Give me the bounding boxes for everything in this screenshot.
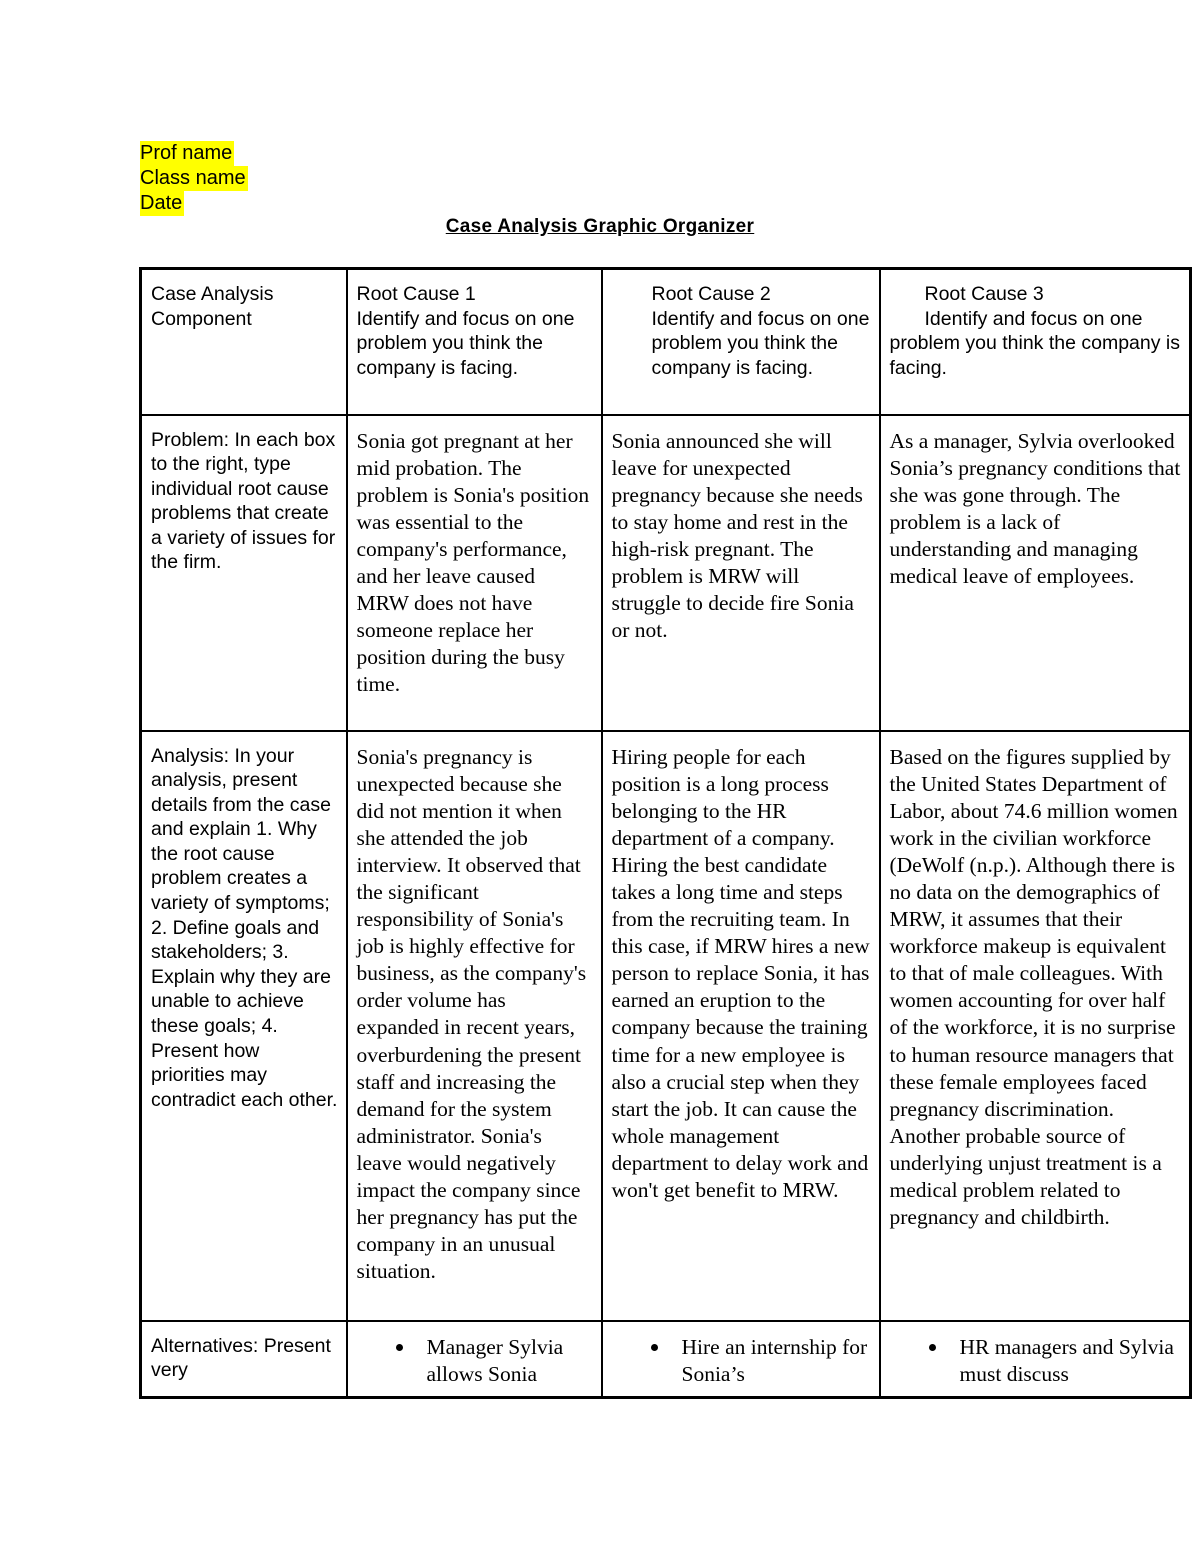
problem-row <box>141 415 1191 731</box>
class-name: Class name <box>140 167 246 189</box>
alternatives-row <box>141 1321 1191 1398</box>
analysis-label-cell <box>141 731 347 1321</box>
problem-root-cause-1: Sonia got pregnant at her mid probation. The problem is Sonia's position was essential to the company's performance, and her leave caused MRW does not have someone replace her position during the busy time. <box>356 428 590 697</box>
alternatives-root-cause-2-cell <box>602 1321 880 1398</box>
alternatives-root-cause-3-cell <box>880 1321 1191 1398</box>
root-cause-3-title: Root Cause 3 <box>924 283 1044 305</box>
alternatives-root-cause-2-list <box>612 1334 871 1388</box>
problem-root-cause-1-cell <box>347 415 602 731</box>
alternatives-root-cause-3-item: HR managers and Sylvia must discuss <box>960 1334 1182 1388</box>
alternatives-root-cause-3-list <box>890 1334 1182 1388</box>
document-header <box>140 141 248 216</box>
alternatives-label-cell <box>141 1321 347 1398</box>
problem-label-cell <box>141 415 347 731</box>
document-title: Case Analysis Graphic Organizer <box>445 216 755 237</box>
prof-name: Prof name <box>140 142 233 164</box>
root-cause-3-description: Identify and focus on one problem you think the company is facing. <box>889 307 1180 379</box>
analysis-row <box>141 731 1191 1321</box>
alternatives-root-cause-2-item: Hire an internship for Sonia’s <box>682 1334 871 1388</box>
root-cause-2-title: Root Cause 2 <box>651 283 771 305</box>
analysis-root-cause-2-cell <box>602 731 880 1321</box>
analysis-root-cause-1-cell <box>347 731 602 1321</box>
component-header: Case Analysis Component <box>151 283 274 330</box>
date: Date <box>140 192 183 214</box>
problem-root-cause-2: Sonia announced she will leave for unexpected pregnancy because she needs to stay home and rest in the high-risk pregnant. The problem is MRW will struggle to decide fire Sonia or not. <box>611 428 863 643</box>
alternatives-root-cause-1-cell <box>347 1321 602 1398</box>
alternatives-root-cause-1-item: Manager Sylvia allows Sonia <box>427 1334 593 1388</box>
case-analysis-table <box>139 267 1192 1399</box>
analysis-root-cause-2: Hiring people for each position is a long process belonging to the HR department of a company. Hiring the best candidate takes a long time and steps from the recruiting team. In this case, if MRW hires a new person to replace Sonia, it has earned an eruption to the company because the training time for a new employee is also a crucial step when they start the job. It can cause the whole management department to delay work and won't get benefit to MRW. <box>611 744 870 1202</box>
analysis-root-cause-3: Based on the figures supplied by the United States Department of Labor, about 74.6 million women work in the civilian workforce (DeWolf (n.p.). Although there is no data on the demographics of MRW, it assumes that their workforce makeup is equivalent to that of male colleagues. With women accounting for over half of the workforce, it is no surprise to human resource managers that these female employees faced pregnancy discrimination. Another probable source of underlying unjust treatment is a medical problem related to pregnancy and childbirth. <box>889 744 1178 1230</box>
root-cause-1-title: Root Cause 1 <box>356 283 476 305</box>
alternatives-label: Alternatives: Present very <box>151 1334 331 1382</box>
root-cause-3-header-cell <box>880 269 1191 415</box>
component-header-cell <box>141 269 347 415</box>
analysis-label: Analysis: In your analysis, present details from the case and explain 1. Why the root cause problem creates a variety of symptoms; 2. Define goals and stakeholders; 3. Explain why they are unable to achieve these goals; 4. Present how priorities may contradict each other. <box>151 744 338 1111</box>
problem-label: Problem: In each box to the right, type individual root cause problems that create a variety of issues for the firm. <box>151 428 336 574</box>
root-cause-1-header-cell <box>347 269 602 415</box>
root-cause-2-description: Identify and focus on one problem you think the company is facing. <box>651 307 870 379</box>
root-cause-2-header-cell <box>602 269 880 415</box>
root-cause-1-description: Identify and focus on one problem you think the company is facing. <box>356 307 575 379</box>
alternatives-root-cause-1-list <box>357 1334 593 1388</box>
problem-root-cause-3-cell <box>880 415 1191 731</box>
header-row <box>141 269 1191 415</box>
analysis-root-cause-3-cell <box>880 731 1191 1321</box>
problem-root-cause-2-cell <box>602 415 880 731</box>
problem-root-cause-3: As a manager, Sylvia overlooked Sonia’s pregnancy conditions that she was gone through. The problem is a lack of understanding and managing medical leave of employees. <box>889 428 1181 588</box>
analysis-root-cause-1: Sonia's pregnancy is unexpected because she did not mention it when she attended the job interview. It observed that the significant responsibility of Sonia's job is highly effective for business, as the company's order volume has expanded in recent years, overburdening the present staff and increasing the demand for the system administrator. Sonia's leave would negatively impact the company since her pregnancy has put the company in an unusual situation. <box>356 744 587 1284</box>
